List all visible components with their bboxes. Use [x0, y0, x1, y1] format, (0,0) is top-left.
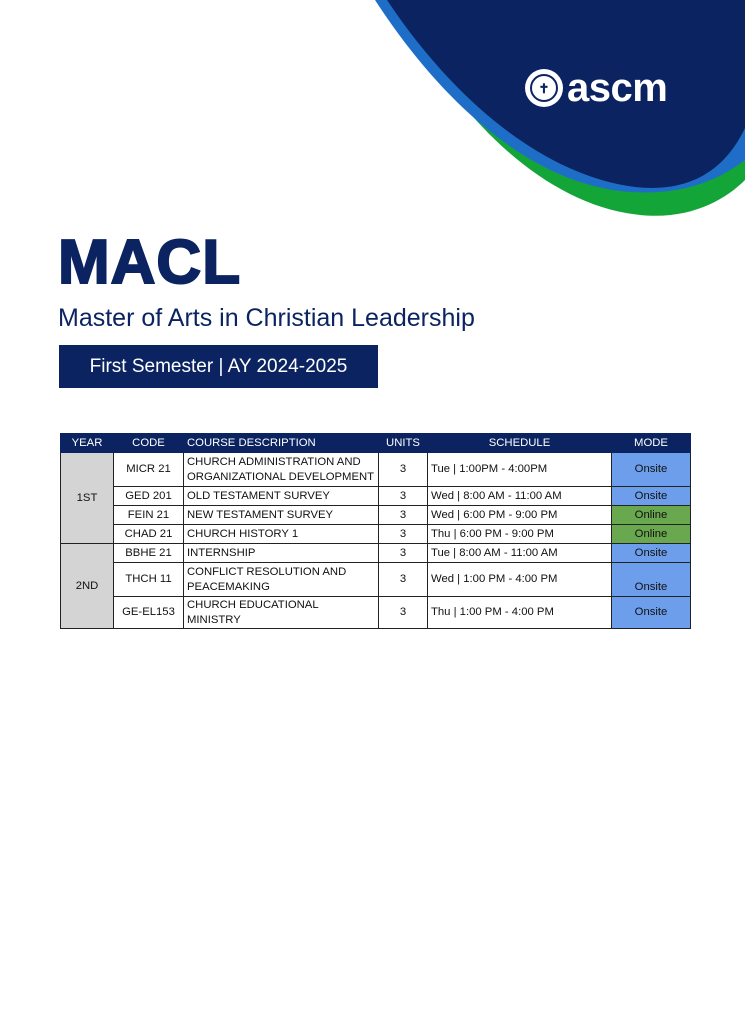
units-cell: 3: [379, 525, 428, 544]
code-cell: CHAD 21: [114, 525, 184, 544]
code-cell: GE-EL153: [114, 597, 184, 629]
column-header-code: CODE: [114, 434, 184, 453]
column-header-year: YEAR: [61, 434, 114, 453]
units-cell: 3: [379, 453, 428, 487]
schedule-cell: Thu | 1:00 PM - 4:00 PM: [428, 597, 612, 629]
description-cell: NEW TESTAMENT SURVEY: [184, 506, 379, 525]
description-cell: CHURCH HISTORY 1: [184, 525, 379, 544]
mode-cell: Online: [612, 525, 691, 544]
column-header-units: UNITS: [379, 434, 428, 453]
units-cell: 3: [379, 563, 428, 597]
units-cell: 3: [379, 544, 428, 563]
table-row: [61, 544, 691, 563]
mode-cell: Onsite: [612, 544, 691, 563]
seal-glyph: ✝: [538, 80, 550, 96]
code-cell: MICR 21: [114, 453, 184, 487]
mode-cell: Onsite: [612, 597, 691, 629]
program-subtitle: Master of Arts in Christian Leadership: [58, 304, 475, 332]
header-decoration: [0, 0, 745, 230]
semester-label: First Semester | AY 2024-2025: [89, 355, 348, 377]
year-cell: 2ND: [61, 544, 114, 629]
schedule-cell: Tue | 8:00 AM - 11:00 AM: [428, 544, 612, 563]
schedule-cell: Tue | 1:00PM - 4:00PM: [428, 453, 612, 487]
mode-cell: Online: [612, 506, 691, 525]
seal-icon: [525, 69, 563, 107]
column-header-mode: MODE: [612, 434, 691, 453]
schedule-cell: Thu | 6:00 PM - 9:00 PM: [428, 525, 612, 544]
table-row: [61, 487, 691, 506]
brand-logo: [525, 66, 667, 110]
code-cell: FEIN 21: [114, 506, 184, 525]
table-row: [61, 563, 691, 597]
description-cell: CHURCH ADMINISTRATION AND ORGANIZATIONAL DEVELOPMENT: [184, 453, 379, 487]
code-cell: BBHE 21: [114, 544, 184, 563]
units-cell: 3: [379, 597, 428, 629]
units-cell: 3: [379, 506, 428, 525]
mode-cell: Onsite: [612, 453, 691, 487]
course-table: [60, 433, 691, 629]
table-header-row: [61, 434, 691, 453]
mode-cell: Onsite: [612, 487, 691, 506]
description-cell: INTERNSHIP: [184, 544, 379, 563]
schedule-cell: Wed | 1:00 PM - 4:00 PM: [428, 563, 612, 597]
table-row: [61, 525, 691, 544]
year-cell: 1ST: [61, 453, 114, 544]
description-cell: CONFLICT RESOLUTION AND PEACEMAKING: [184, 563, 379, 597]
table-row: [61, 506, 691, 525]
description-cell: CHURCH EDUCATIONAL MINISTRY: [184, 597, 379, 629]
table-row: [61, 597, 691, 629]
schedule-cell: Wed | 8:00 AM - 11:00 AM: [428, 487, 612, 506]
units-cell: 3: [379, 487, 428, 506]
mode-cell: Onsite: [612, 563, 691, 597]
table-row: [61, 453, 691, 487]
semester-banner: [59, 345, 378, 388]
logo-text: ascm: [567, 66, 668, 110]
code-cell: GED 201: [114, 487, 184, 506]
schedule-cell: Wed | 6:00 PM - 9:00 PM: [428, 506, 612, 525]
column-header-schedule: SCHEDULE: [428, 434, 612, 453]
code-cell: THCH 11: [114, 563, 184, 597]
column-header-description: COURSE DESCRIPTION: [184, 434, 379, 453]
program-title: MACL: [58, 228, 242, 297]
description-cell: OLD TESTAMENT SURVEY: [184, 487, 379, 506]
